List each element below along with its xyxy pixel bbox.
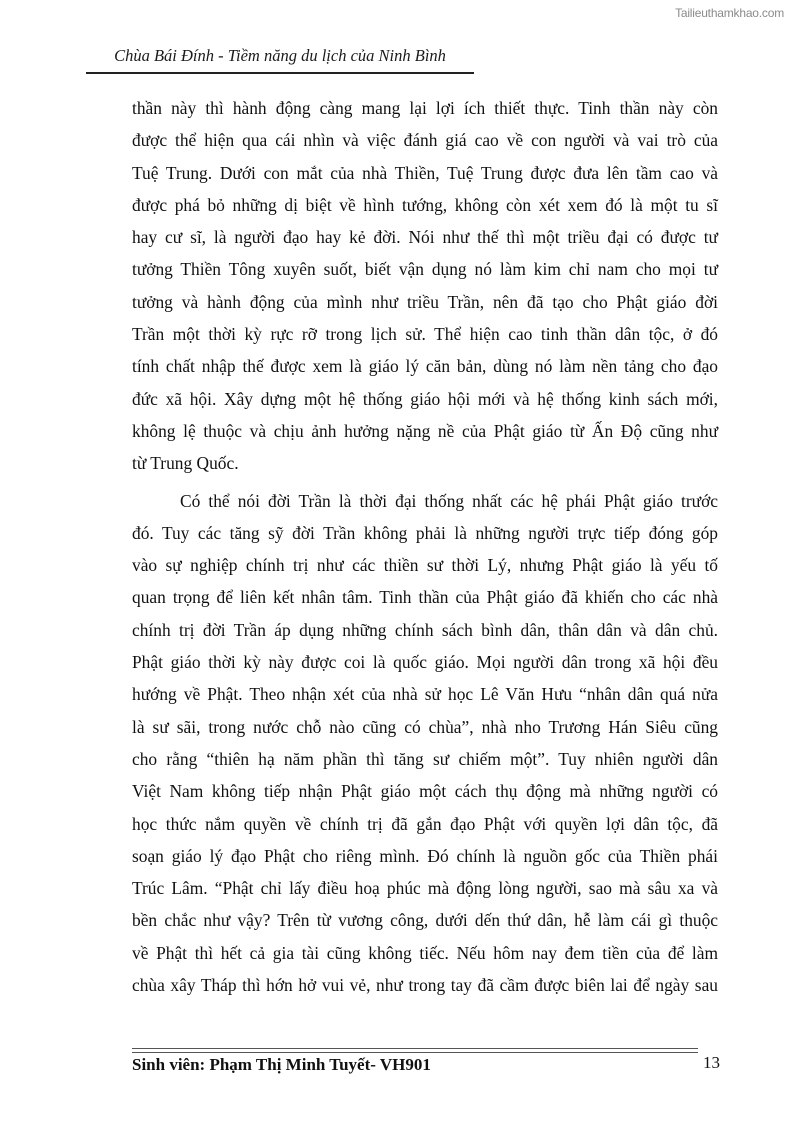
body-text xyxy=(132,92,718,1001)
text-line: về Phật thì hết cả gia tài cũng không tiếc. Nếu hôm nay đem tiền của để làm xyxy=(132,942,718,963)
page-number: 13 xyxy=(703,1053,720,1072)
text-line: đó. Tuy các tăng sỹ đời Trần không phải là những người trực tiếp đóng góp xyxy=(132,522,718,543)
text-line: Việt Nam không tiếp nhận Phật giáo một cách thụ động mà những người có xyxy=(132,781,718,802)
text-line: bền chắc như vậy? Trên từ vương công, dưới dến thứ dân, hễ làm cái gì thuộc xyxy=(132,910,718,931)
text-line: quan trọng để liên kết nhân tâm. Tinh thần của Phật giáo đã khiến cho các nhà xyxy=(132,587,718,608)
text-line: thần này thì hành động càng mang lại lợi ích thiết thực. Tinh thần này còn xyxy=(132,98,718,118)
text-line: Phật giáo thời kỳ này được coi là quốc giáo. Mọi người dân trong xã hội đều xyxy=(132,652,718,673)
watermark: Tailieuthamkhao.com xyxy=(675,6,784,20)
header-divider xyxy=(86,72,474,74)
text-line: được phá bỏ những dị biệt về hình tướng, không còn xét xem đó là một tu sĩ xyxy=(132,194,718,215)
footer-divider xyxy=(132,1048,698,1053)
text-line: đức xã hội. Xây dựng một hệ thống giáo hội mới và hệ thống kinh sách mới, xyxy=(132,388,718,409)
text-line: từ Trung Quốc. xyxy=(132,453,239,474)
paragraph xyxy=(132,485,718,1002)
paragraph xyxy=(132,92,718,480)
text-line: chùa xây Tháp thì hớn hở vui vẻ, như trong tay đã cầm được biên lai để ngày sau xyxy=(132,975,718,996)
text-line: vào sự nghiệp chính trị như các thiền sư thời Lý, nhưng Phật giáo là yếu tố xyxy=(132,555,718,576)
text-line: Trần một thời kỳ rực rỡ trong lịch sử. Thể hiện cao tinh thần dân tộc, ở đó xyxy=(132,324,718,345)
text-line: không lệ thuộc và chịu ảnh hưởng nặng nề của Phật giáo từ Ấn Độ cũng như xyxy=(132,420,718,441)
text-line: được thể hiện qua cái nhìn và việc đánh giá cao về con người và vai trò của xyxy=(132,130,718,151)
text-line: cho rằng “thiên hạ năm phần thì tăng sư chiếm một”. Tuy nhiên người dân xyxy=(132,748,718,769)
footer-author: Sinh viên: Phạm Thị Minh Tuyết- VH901 xyxy=(132,1055,431,1074)
text-line: tưởng Thiền Tông xuyên suốt, biết vận dụng nó làm kim chỉ nam cho mọi tư xyxy=(132,259,718,280)
page-header-title: Chùa Bái Đính - Tiềm năng du lịch của Ninh Bình xyxy=(114,46,446,65)
text-line: Tuệ Trung. Dưới con mắt của nhà Thiền, Tuệ Trung được đưa lên tầm cao và xyxy=(132,162,718,183)
text-line: tính chất nhập thế được xem là giáo lý căn bản, dùng nó làm nền tảng cho đạo xyxy=(132,356,718,377)
text-line: hay cư sĩ, là người đạo hay kẻ đời. Nói như thế thì một triều đại có được tư xyxy=(132,227,718,248)
text-line: Trúc Lâm. “Phật chỉ lấy điều hoạ phúc mà động lòng người, sao mà sâu xa và xyxy=(132,878,718,899)
text-line: tưởng và hành động của mình như triều Trần, nên đã tạo cho Phật giáo đời xyxy=(132,291,718,312)
text-line: soạn giáo lý đạo Phật cho riêng mình. Đó chính là nguồn gốc của Thiền phái xyxy=(132,845,718,866)
text-line: chính trị đời Trần áp dụng những chính sách bình dân, thân dân và dân chủ. xyxy=(132,619,718,640)
text-line: hướng về Phật. Theo nhận xét của nhà sử học Lê Văn Hưu “nhân dân quá nửa xyxy=(132,684,718,705)
text-line: học thức nắm quyền về chính trị đã gắn đạo Phật với quyền lợi dân tộc, đã xyxy=(132,813,718,834)
text-line: là sư sãi, trong nước chỗ nào cũng có chùa”, nhà nho Trương Hán Siêu cũng xyxy=(132,716,718,737)
text-line: Có thể nói đời Trần là thời đại thống nhất các hệ phái Phật giáo trước xyxy=(180,490,718,511)
